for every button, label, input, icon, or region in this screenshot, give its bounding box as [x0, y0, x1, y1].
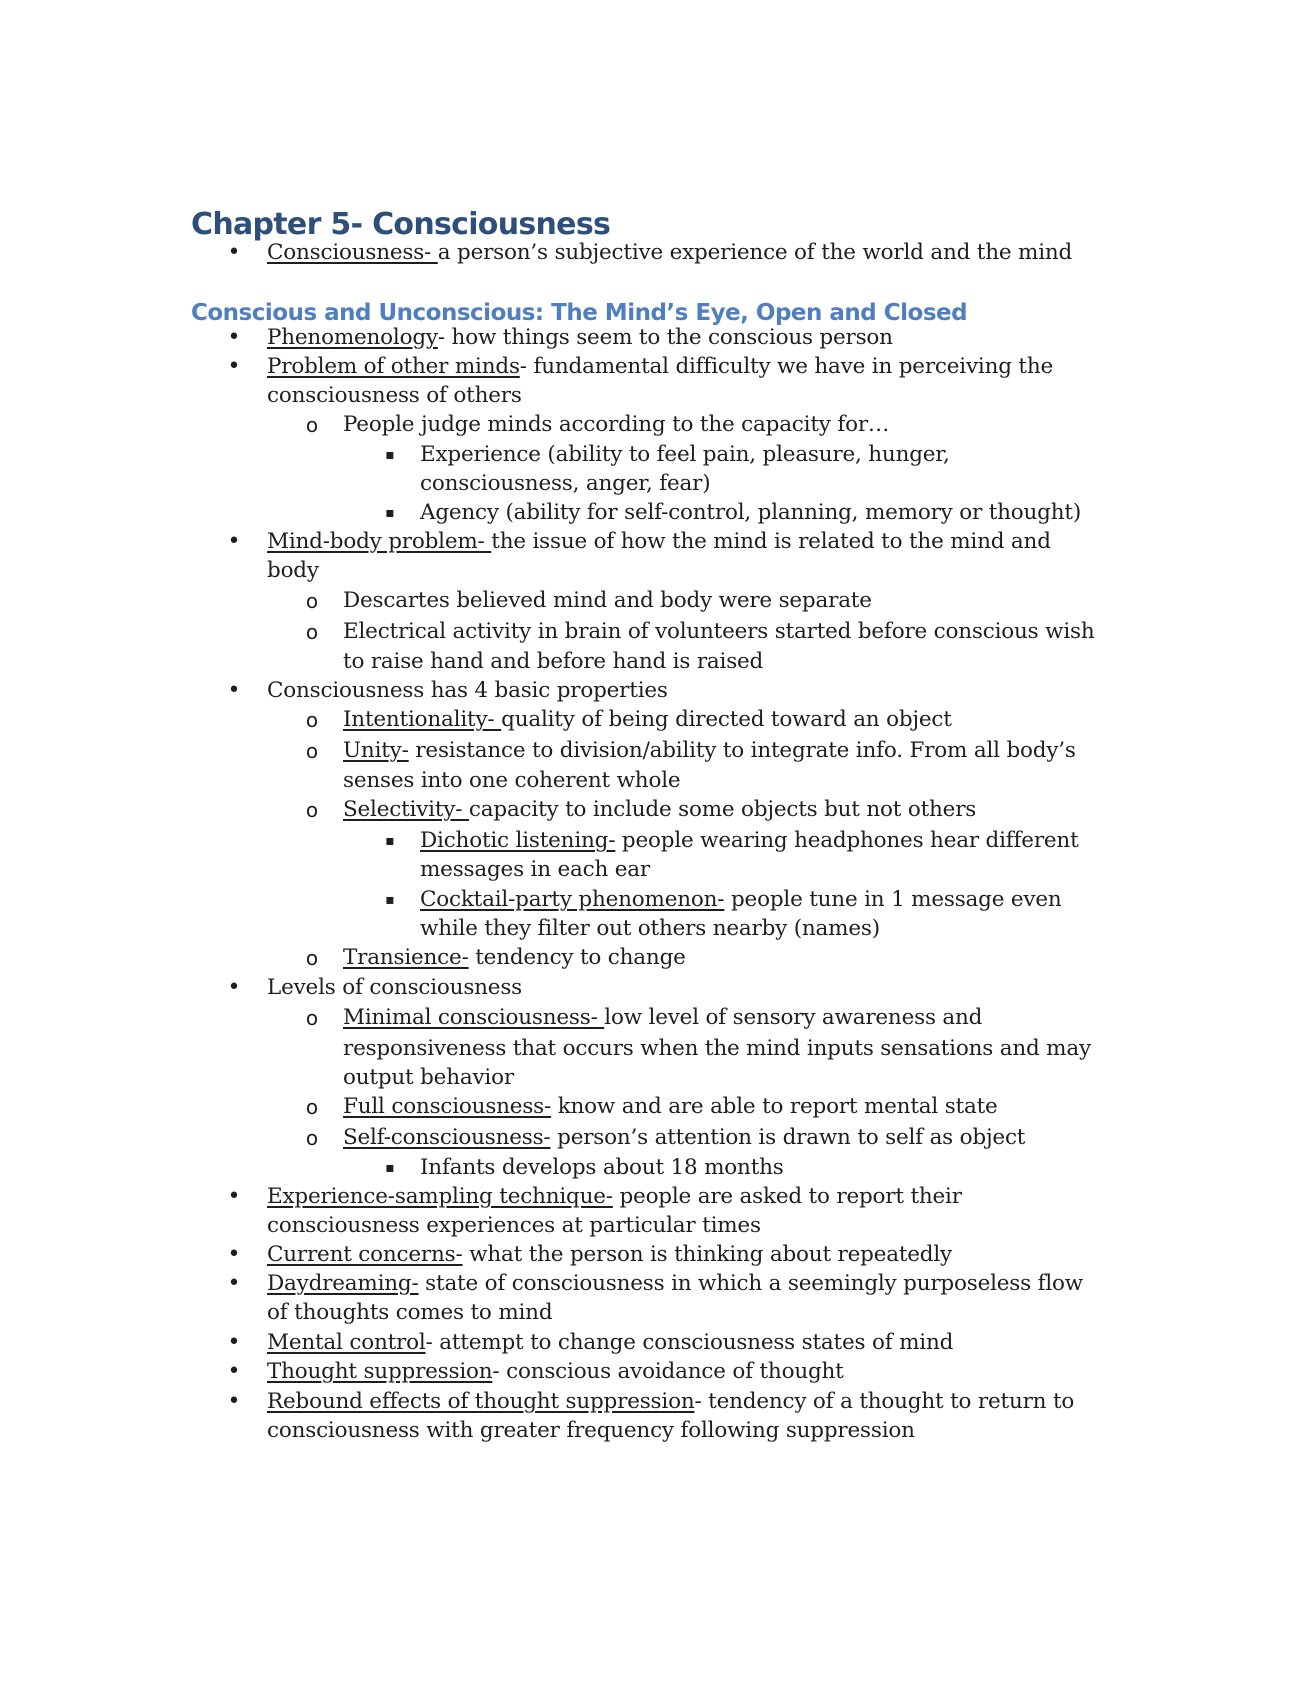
- definition: low level of sensory awareness and: [604, 1005, 983, 1030]
- term: Self-consciousness-: [343, 1125, 551, 1150]
- sub-item-transience: [343, 943, 686, 973]
- definition: - attempt to change consciousness states of mind: [425, 1330, 954, 1355]
- sub-item-selectivity: [343, 795, 976, 825]
- circle-marker: o: [305, 798, 319, 822]
- list-item-mental-control: [267, 1328, 953, 1358]
- term: Intentionality-: [343, 707, 502, 732]
- definition: what the person is thinking about repeatedly: [462, 1242, 952, 1267]
- definition: a person’s subjective experience of the world and the mind: [437, 240, 1073, 265]
- term: Daydreaming-: [267, 1271, 419, 1296]
- sub-item-self: [343, 1123, 1025, 1153]
- term: Problem of other minds: [267, 354, 520, 379]
- sub-item: Descartes believed mind and body were separate: [343, 588, 872, 613]
- bullet-marker: •: [227, 529, 241, 554]
- term: Unity-: [343, 738, 409, 763]
- list-item-continuation: consciousness experiences at particular times: [267, 1213, 761, 1238]
- definition: quality of being directed toward an object: [501, 707, 952, 732]
- circle-marker: o: [305, 1126, 319, 1150]
- square-marker: ▪: [385, 447, 395, 463]
- term: Mental control: [267, 1330, 426, 1355]
- bullet-marker: •: [227, 354, 241, 379]
- list-item-thought-suppression: [267, 1357, 844, 1387]
- list-item-experience-sampling: [267, 1182, 962, 1212]
- list-item-mind-body: [267, 527, 1051, 557]
- sub-sub-item-continuation: messages in each ear: [420, 857, 650, 882]
- list-item-other-minds: [267, 352, 1053, 382]
- circle-marker: o: [305, 1095, 319, 1119]
- term: Consciousness-: [267, 240, 438, 265]
- circle-marker: o: [305, 708, 319, 732]
- bullet-marker: •: [227, 1330, 241, 1355]
- term: Current concerns-: [267, 1242, 463, 1267]
- sub-item: Electrical activity in brain of volunteers started before conscious wish: [343, 619, 1095, 644]
- circle-marker: o: [305, 1006, 319, 1030]
- term: Cocktail-party phenomenon-: [420, 887, 725, 912]
- definition: know and are able to report mental state: [551, 1094, 998, 1119]
- term: Experience-sampling technique-: [267, 1184, 613, 1209]
- definition: people are asked to report their: [612, 1184, 962, 1209]
- sub-sub-item: Infants develops about 18 months: [420, 1155, 784, 1180]
- definition: capacity to include some objects but not others: [468, 797, 977, 822]
- term: Selectivity-: [343, 797, 469, 822]
- bullet-marker: •: [227, 1242, 241, 1267]
- definition: - how things seem to the conscious person: [437, 325, 893, 350]
- square-marker: ▪: [385, 1160, 395, 1176]
- term: Transience-: [343, 945, 469, 970]
- sub-item-intentionality: [343, 705, 952, 735]
- definition: - conscious avoidance of thought: [492, 1359, 844, 1384]
- list-item-levels: Levels of consciousness: [267, 975, 522, 1000]
- definition: state of consciousness in which a seemingly purposeless flow: [418, 1271, 1083, 1296]
- chapter-title: Chapter 5- Consciousness: [191, 207, 611, 242]
- circle-marker: o: [305, 589, 319, 613]
- term: Minimal consciousness-: [343, 1005, 605, 1030]
- definition: - fundamental difficulty we have in perceiving the: [519, 354, 1054, 379]
- definition: tendency to change: [468, 945, 686, 970]
- term: Mind-body problem-: [267, 529, 492, 554]
- bullet-marker: •: [227, 1389, 241, 1414]
- sub-sub-item: Agency (ability for self-control, planning, memory or thought): [420, 500, 1082, 525]
- definition: - tendency of a thought to return to: [694, 1389, 1075, 1414]
- square-marker: ▪: [385, 892, 395, 908]
- list-item-daydreaming: [267, 1269, 1083, 1299]
- bullet-marker: •: [227, 975, 241, 1000]
- sub-item-minimal: [343, 1003, 982, 1033]
- square-marker: ▪: [385, 505, 395, 521]
- definition: people wearing headphones hear different: [615, 828, 1079, 853]
- sub-sub-item-continuation: consciousness, anger, fear): [420, 471, 711, 496]
- square-marker: ▪: [385, 833, 395, 849]
- sub-item-continuation: output behavior: [343, 1065, 514, 1090]
- bullet-marker: •: [227, 240, 241, 265]
- sub-item-full: [343, 1092, 998, 1122]
- list-item-current-concerns: [267, 1240, 952, 1270]
- sub-item-continuation: responsiveness that occurs when the mind inputs sensations and may: [343, 1036, 1091, 1061]
- definition: person’s attention is drawn to self as object: [550, 1125, 1026, 1150]
- circle-marker: o: [305, 620, 319, 644]
- list-item-continuation: consciousness with greater frequency following suppression: [267, 1418, 915, 1443]
- list-item-phenomenology: [267, 323, 893, 353]
- term: Full consciousness-: [343, 1094, 552, 1119]
- term: Rebound effects of thought suppression: [267, 1389, 695, 1414]
- sub-item-unity: [343, 736, 1076, 766]
- definition: resistance to division/ability to integrate info. From all body’s: [408, 738, 1076, 763]
- list-item-properties: Consciousness has 4 basic properties: [267, 678, 668, 703]
- sub-sub-item-continuation: while they filter out others nearby (names): [420, 916, 880, 941]
- bullet-marker: •: [227, 1271, 241, 1296]
- sub-item-continuation: senses into one coherent whole: [343, 768, 681, 793]
- circle-marker: o: [305, 739, 319, 763]
- definition: people tune in 1 message even: [724, 887, 1062, 912]
- section-heading: Conscious and Unconscious: The Mind’s Eye, Open and Closed: [191, 300, 968, 326]
- sub-sub-item-cocktail: [420, 885, 1062, 915]
- circle-marker: o: [305, 946, 319, 970]
- list-item-continuation: of thoughts comes to mind: [267, 1300, 553, 1325]
- consciousness-definition: [267, 238, 1072, 268]
- list-item-continuation: consciousness of others: [267, 383, 522, 408]
- term: Thought suppression: [267, 1359, 493, 1384]
- bullet-marker: •: [227, 1184, 241, 1209]
- sub-item: People judge minds according to the capacity for…: [343, 412, 890, 437]
- sub-sub-item: Experience (ability to feel pain, pleasure, hunger,: [420, 442, 950, 467]
- bullet-marker: •: [227, 325, 241, 350]
- list-item-rebound: [267, 1387, 1074, 1417]
- circle-marker: o: [305, 413, 319, 437]
- list-item-continuation: body: [267, 558, 319, 583]
- bullet-marker: •: [227, 678, 241, 703]
- bullet-marker: •: [227, 1359, 241, 1384]
- definition: the issue of how the mind is related to the mind and: [491, 529, 1051, 554]
- term: Phenomenology: [267, 325, 438, 350]
- sub-item-continuation: to raise hand and before hand is raised: [343, 649, 764, 674]
- term: Dichotic listening-: [420, 828, 616, 853]
- sub-sub-item-dichotic: [420, 826, 1079, 856]
